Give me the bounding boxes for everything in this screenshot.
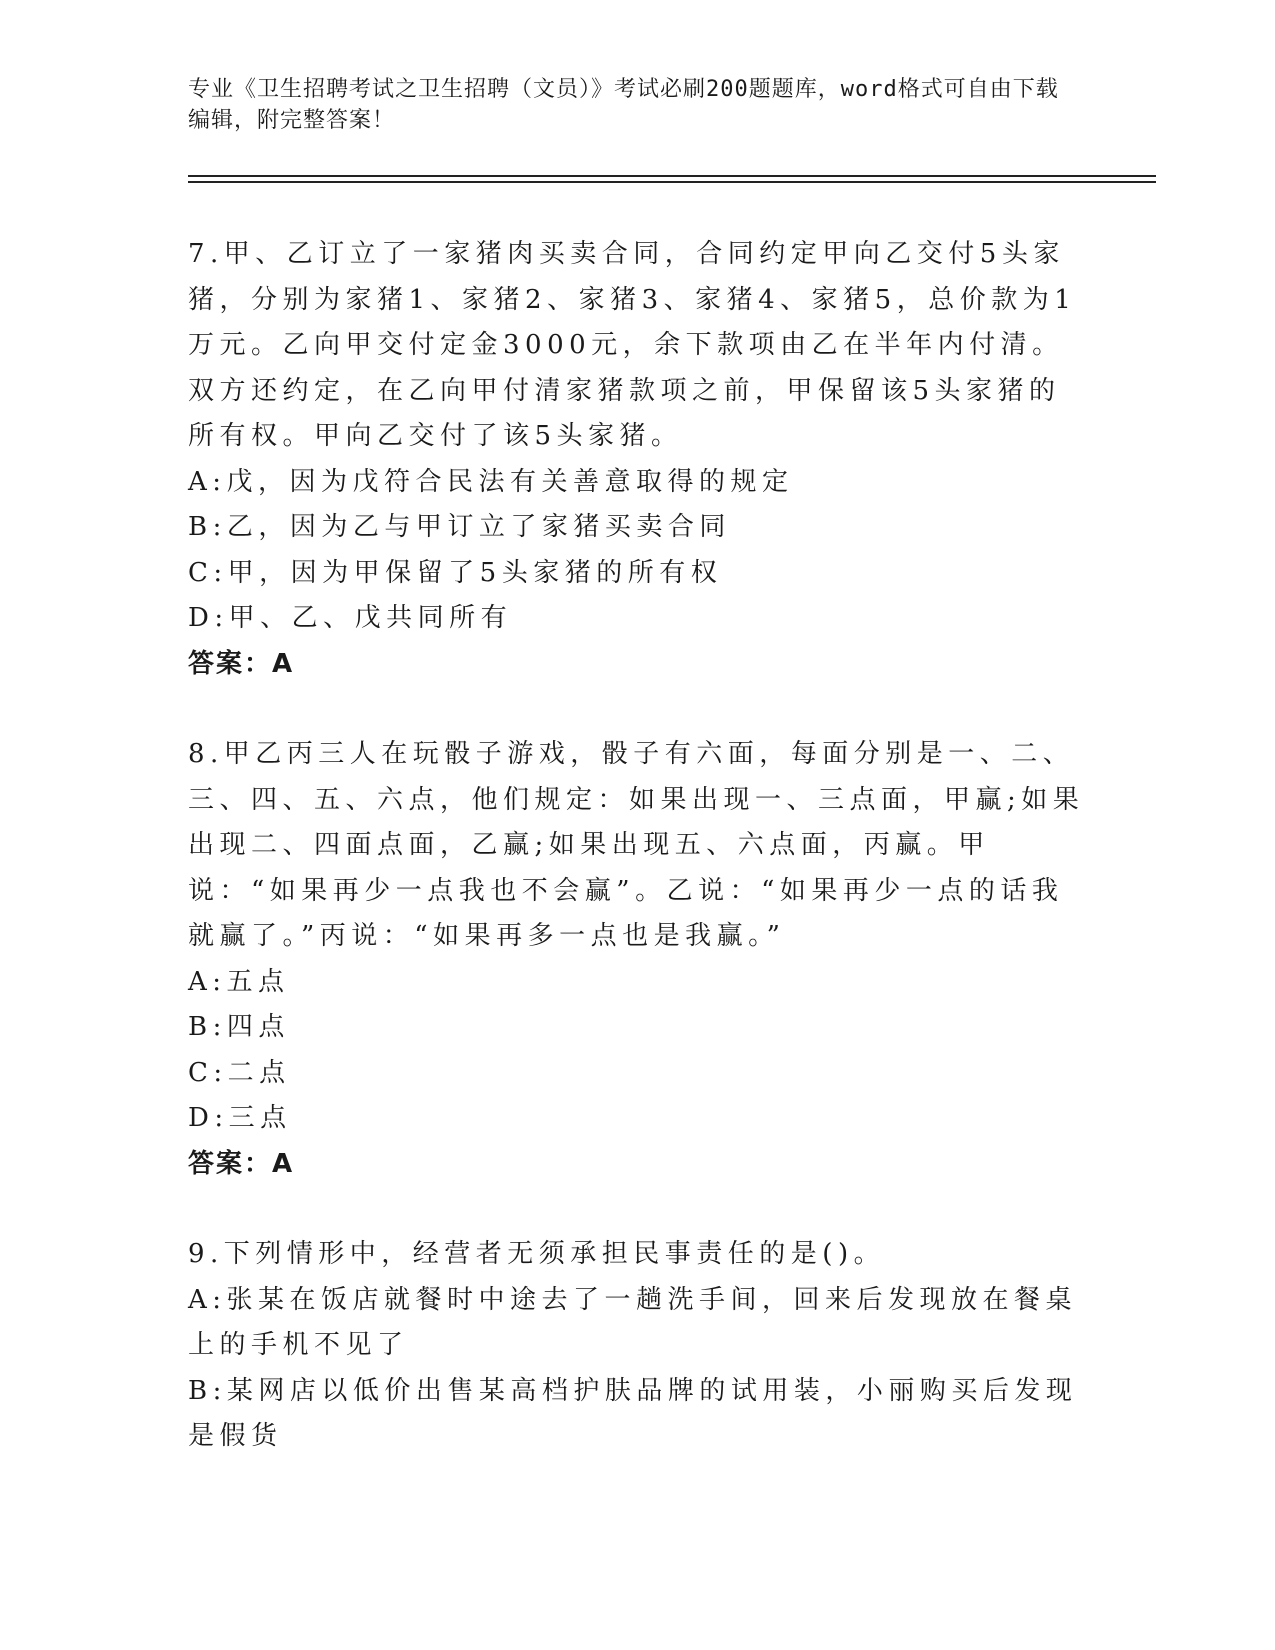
option-a: A:戊，因为戊符合民法有关善意取得的规定: [188, 466, 794, 497]
option-a: A:张某在饭店就餐时中途去了一趟洗手间，回来后发现放在餐桌上的手机不见了: [188, 1284, 1078, 1360]
question-8: [188, 732, 1088, 1187]
option-a: A:五点: [188, 966, 290, 997]
question-spacer: [188, 687, 1088, 732]
header-rule-top: [188, 175, 1156, 177]
question-stem: 7.甲、乙订立了一家猪肉买卖合同，合同约定甲向乙交付5头家猪，分别为家猪1、家猪2、家猪3、家猪4、家猪5，总价款为1万元。乙向甲交付定金3000元，余下款项由乙在半年内付清。双方还约定，在乙向甲付清家猪款项之前，甲保留该5头家猪的所有权。甲向乙交付了该5头家猪。: [188, 239, 1077, 451]
document-header: [188, 74, 1068, 136]
question-stem: 9.下列情形中，经营者无须承担民事责任的是()。: [188, 1239, 886, 1269]
question-7: [188, 232, 1088, 687]
answer-label: 答案：A: [188, 1148, 295, 1179]
header-title: 专业《卫生招聘考试之卫生招聘（文员）》考试必刷200题题库，word格式可自由下载编辑，附完整答案！: [188, 77, 1059, 133]
option-d: D:甲、乙、戊共同所有: [188, 603, 513, 633]
option-b: B:乙，因为乙与甲订立了家猪买卖合同: [188, 512, 731, 542]
option-c: C:二点: [188, 1057, 291, 1088]
question-stem: 8.甲乙丙三人在玩骰子游戏，骰子有六面，每面分别是一、二、三、四、五、六点，他们规定：如果出现一、三点面，甲赢;如果出现二、四面点面，乙赢;如果出现五、六点面，丙赢。甲说：“如果再少一点我也不会赢”。乙说：“如果再少一点的话我就赢了。”丙说：“如果再多一点也是我赢。”: [188, 739, 1085, 951]
option-b: B:四点: [188, 1012, 290, 1042]
question-9: [188, 1232, 1088, 1460]
header-rule-bottom: [188, 181, 1156, 183]
answer-label: 答案：A: [188, 648, 295, 679]
option-c: C:甲，因为甲保留了5头家猪的所有权: [188, 557, 723, 588]
question-spacer: [188, 1187, 1088, 1232]
option-b: B:某网店以低价出售某高档护肤品牌的试用装，小丽购买后发现是假货: [188, 1375, 1078, 1451]
option-d: D:三点: [188, 1103, 292, 1133]
question-list: [188, 232, 1088, 1460]
